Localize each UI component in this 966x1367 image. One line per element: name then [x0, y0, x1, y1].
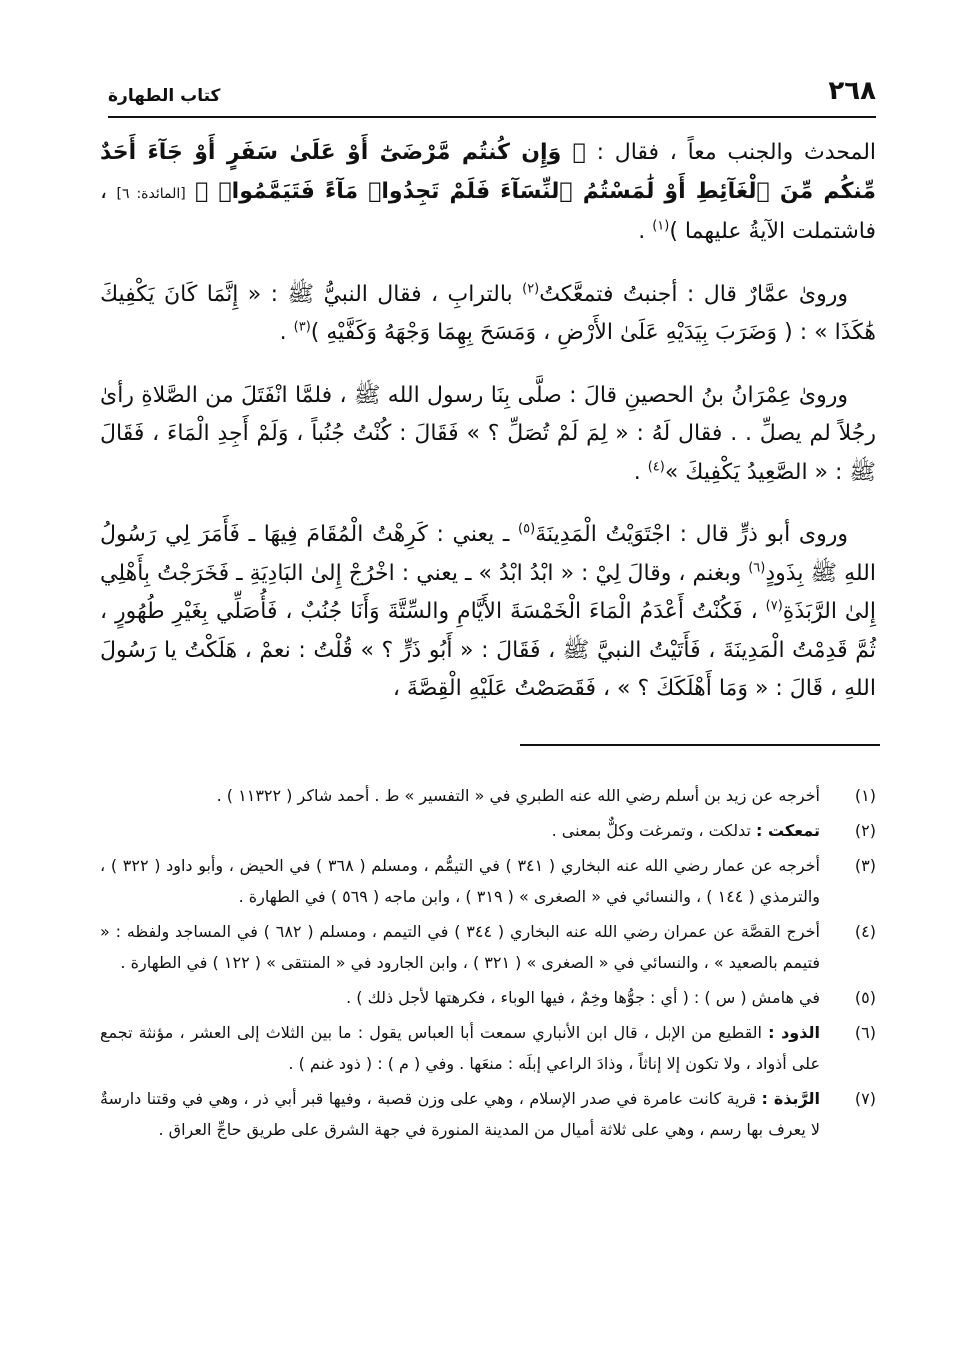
paragraph-3: [100, 377, 876, 493]
p2-text-c: .: [279, 320, 287, 345]
p4-text-c: وبغنم ، وقالَ لِيْ : « ابْدُ ابْدُ » ـ يعني : اخْرُجْ إِلىٰ البَادِيَةِ ـ فَخَرَجْتُ بِأَهْلِي إِلىٰ الرَّبَذَةِ: [100, 560, 877, 624]
footnote-text: في هامش ( س ) : ( أي : جوُّها وخِمٌ ، فيها الوباء ، فكرهتها لأجل ذلك ) .: [346, 988, 820, 1007]
footnote-6: [100, 1017, 876, 1079]
p1-text-c: .: [638, 219, 646, 244]
footnote-term: الذود :: [768, 1023, 820, 1042]
footnote-4: [100, 916, 876, 978]
footnote-2: [100, 815, 876, 846]
footnote-text: أخرجه عن زيد بن أسلم رضي الله عنه الطبري في « التفسير » ط . أحمد شاكر ( ١١٣٢٢ ) .: [216, 786, 820, 805]
main-text: [100, 134, 876, 733]
footnote-ref-5[interactable]: (٥): [518, 521, 536, 537]
footnote-5: [100, 982, 876, 1013]
p2-text-a: وروىٰ عمَّارٌ قال : أجنبتُ فتمعَّكتُ: [539, 281, 849, 307]
p3-text-c: .: [633, 459, 641, 485]
footnote-divider: [520, 744, 880, 746]
footnote-ref-2[interactable]: (٢): [522, 281, 540, 297]
footnote-text: القطيع من الإبل ، قال ابن الأنباري سمعت أبا العباس يقول : ما بين الثلاث إلى العشر ، مؤنثة تجمع على أذواد ، ولا تكون إلا إناثاً ، وذادَ الراعي إبلَه : منعَها . وفي ( م ) : ( ذود غنم ) .: [100, 1023, 820, 1073]
footnote-ref-7[interactable]: (٧): [765, 598, 783, 614]
footnote-text: تدلكت ، وتمرغت وكلٌّ بمعنى .: [551, 821, 751, 840]
footnote-number: (١): [854, 786, 876, 805]
p4-text-d: ، فَكُنْتُ أَعْدَمُ الْمَاءَ الْخَمْسَةَ الأَيَّامِ والسِّتَّةَ وَأَنَا جُنُبٌ ، فَأُصَلِّي بِغَيْرِ طُهُورٍ ، ثُمَّ قَدِمْتُ الْمَدِينَةَ ، فَأَتَيْتُ النبيَّ ﷺ ، فَقَالَ : « أَبُو ذَرٍّ ؟ » قُلْتُ : نعمْ ، هَلَكْتُ يا رَسُولَ اللهِ ، قَالَ : « وَمَا أَهْلَكَكَ ؟ » ، فَقَصَصْتُ عَلَيْهِ الْقِصَّةَ ،: [100, 599, 876, 701]
footnote-ref-3[interactable]: (٣): [293, 319, 311, 335]
p1-text-a: المحدث والجنب معاً ، فقال :: [596, 140, 877, 165]
footnote-number: (٧): [854, 1089, 876, 1108]
footnote-number: (٢): [854, 821, 876, 840]
page-number: ٢٦٨: [828, 76, 876, 106]
footnote-1: [100, 780, 876, 811]
footnote-ref-6[interactable]: (٦): [748, 560, 766, 576]
page-header: [108, 76, 876, 118]
footnote-ref-4[interactable]: (٤): [647, 459, 665, 475]
p4-text-a: وروى أبو ذرٍّ قال : اجْتَوَيْتُ الْمَدِينَةَ: [535, 522, 848, 547]
p4-text-b: ـ يعني : كَرِهْتُ الْمُقَامَ فِيهَا ـ فَأَمَرَ لِي رَسُولُ اللهِ ﷺ بِذَودٍ: [100, 522, 876, 586]
p1-text-b: ، فاشتملت الآيةُ عليهما ): [100, 178, 876, 244]
footnote-term: تمعكت :: [756, 821, 820, 840]
paragraph-2: [100, 276, 876, 353]
footnote-text: أخرج القصَّة عن عمران رضي الله عنه البخاري ( ٣٤٤ ) في التيمم ، ومسلم ( ٦٨٢ ) في المساجد ولفظه : « فتيمم بالصعيد » ، والنسائي في « الصغرى » ( ٣٢١ ) ، وابن الجارود في « المنتقى » ( ١٢٢ ) في الطهارة .: [100, 922, 820, 972]
footnote-term: الرَّبذة :: [761, 1089, 821, 1108]
p3-text-a: وروىٰ عِمْرَانُ بنُ الحصينِ قالَ : صلَّى بِنَا رسول الله ﷺ ، فلمَّا انْفَتَلَ من الصَّلاةِ رأىٰ رجُلاً لم يصلِّ . . فقال لَهُ : « لِمَ لَمْ تُصَلِّ ؟ » فَقَالَ : كُنْتُ جُنُباً ، وَلَمْ أَجِدِ الْمَاءَ ، فَقَالَ ﷺ : « الصَّعِيدُ يَكْفِيكَ »: [100, 382, 876, 485]
footnote-number: (٣): [854, 856, 876, 875]
quran-verse: ﴿ وَإِن كُنتُم مَّرْضَىٰٓ أَوْ عَلَىٰ سَفَرٍ أَوْ جَآءَ أَحَدٌ مِّنكُم مِّنَ ٱلْغَآئِطِ أَوْ لَٰمَسْتُمُ ٱلنِّسَآءَ فَلَمْ تَجِدُوا۟ مَآءً فَتَيَمَّمُوا۟ ﴾: [100, 140, 876, 204]
paragraph-1: [100, 134, 876, 252]
footnote-text: أخرجه عن عمار رضي الله عنه البخاري ( ٣٤١ ) في التيمُّم ، ومسلم ( ٣٦٨ ) في الحيض ، وأبو داود ( ٣٢٢ ) ، والترمذي ( ١٤٤ ) ، والنسائي في « الصغرى » ( ٣١٩ ) ، وابن ماجه ( ٥٦٩ ) في الطهارة .: [100, 856, 821, 906]
verse-citation: [المائدة: ٦]: [116, 185, 186, 202]
footnote-number: (٦): [854, 1023, 876, 1042]
footnotes: [100, 780, 876, 1149]
footnote-3: [100, 850, 876, 912]
running-title: كتاب الطهارة: [108, 86, 221, 106]
footnote-number: (٥): [854, 988, 876, 1007]
footnote-ref-1[interactable]: (١): [652, 218, 670, 234]
footnote-7: [100, 1083, 876, 1145]
p2-text-b: بالترابِ ، فقال النبيُّ ﷺ : « إِنَّمَا كَانَ يَكْفِيكَ هَٰكَذَا » : ( وَضَرَبَ بِيَدَيْهِ عَلَىٰ الأَرْضِ ، وَمَسَحَ بِهِمَا وَجْهَهُ وَكَفَّيْهِ ): [100, 281, 876, 345]
paragraph-4: [100, 516, 876, 709]
footnote-number: (٤): [854, 922, 876, 941]
footnote-text: قرية كانت عامرة في صدر الإسلام ، وهي على وزن قصبة ، وفيها قبر أبي ذر ، وهي في وقتنا دارسةٌ لا يعرف بها رسم ، وهي على ثلاثة أميال من المدينة المنورة في جهة الشرق على طريق حاجِّ العراق .: [100, 1089, 820, 1139]
